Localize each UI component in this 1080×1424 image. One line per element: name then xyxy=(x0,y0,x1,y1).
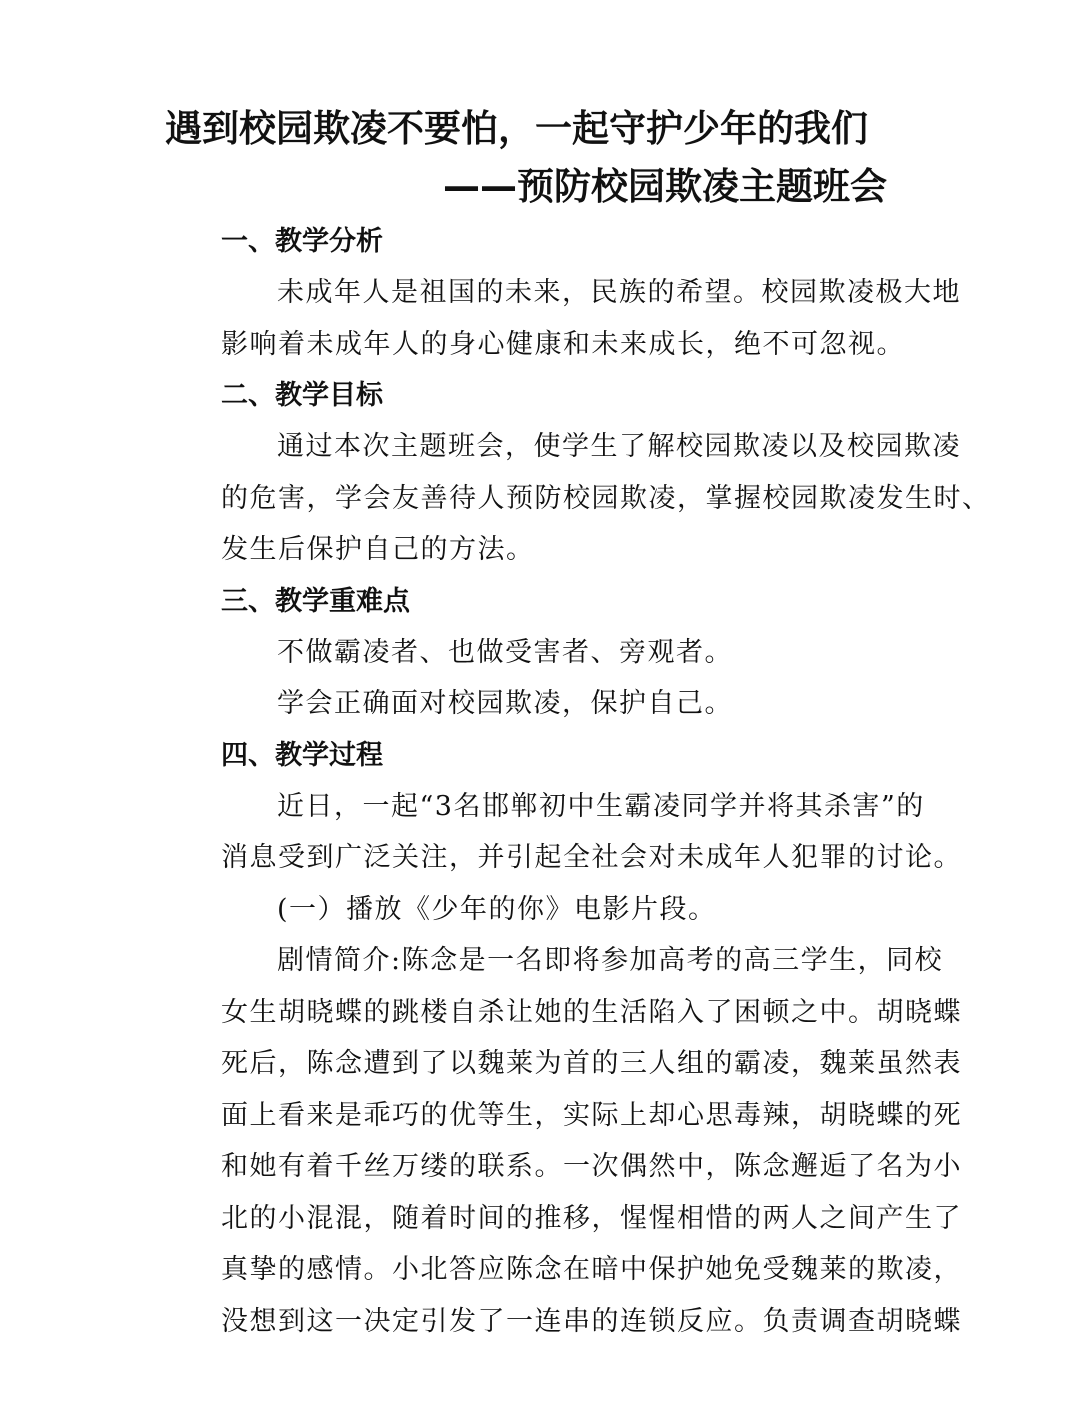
paragraph-goals xyxy=(165,421,991,576)
text-line: 没想到这一决定引发了一连串的连锁反应。负责调查胡晓蝶 xyxy=(221,1305,962,1337)
text-line: 消息受到广泛关注，并引起全社会对未成年人犯罪的讨论。 xyxy=(221,842,962,873)
text-line: 近日，一起“3名邯郸初中生霸凌同学并将其杀害”的 xyxy=(277,790,925,822)
text-line: (一）播放《少年的你》电影片段。 xyxy=(277,893,717,925)
text-line: 影响着未成年人的身心健康和未来成长，绝不可忽视。 xyxy=(221,328,905,360)
document-title xyxy=(165,100,917,216)
text-line: 未成年人是祖国的未来，民族的希望。校园欺凌极大地 xyxy=(277,277,961,308)
document-page xyxy=(165,100,991,1347)
paragraph-subsection-1 xyxy=(165,884,917,936)
text-line: 女生胡晓蝶的跳楼自杀让她的生活陷入了困顿之中。胡晓蝶 xyxy=(221,996,962,1028)
section-heading-analysis: 一、教学分析 xyxy=(221,226,383,257)
paragraph-process-intro xyxy=(165,781,962,884)
section-heading-goals: 二、教学目标 xyxy=(221,380,383,411)
section-heading-process: 四、教学过程 xyxy=(221,739,383,771)
title-main: 遇到校园欺凌不要怕，一起守护少年的我们 xyxy=(165,107,868,150)
paragraph-key-point-2 xyxy=(165,678,917,730)
paragraph-analysis xyxy=(165,267,961,370)
text-line: 面上看来是乖巧的优等生，实际上却心思毒辣，胡晓蝶的死 xyxy=(221,1099,962,1131)
section-heading-key-points: 三、教学重难点 xyxy=(221,585,410,617)
paragraph-key-point-1 xyxy=(165,627,917,679)
text-line: 北的小混混，随着时间的推移，惺惺相惜的两人之间产生了 xyxy=(221,1202,962,1234)
text-line: 剧情简介:陈念是一名即将参加高考的高三学生，同校 xyxy=(277,945,944,976)
text-line: 的危害，学会友善待人预防校园欺凌，掌握校园欺凌发生时、 xyxy=(221,482,991,514)
text-line: 死后，陈念遭到了以魏莱为首的三人组的霸凌，魏莱虽然表 xyxy=(221,1048,962,1079)
title-subtitle: ——预防校园欺凌主题班会 xyxy=(443,165,887,208)
text-line: 学会正确面对校园欺凌，保护自己。 xyxy=(277,688,733,719)
text-line: 通过本次主题班会，使学生了解校园欺凌以及校园欺凌 xyxy=(277,431,961,462)
text-line: 和她有着千丝万缕的联系。一次偶然中，陈念邂逅了名为小 xyxy=(221,1151,962,1182)
paragraph-plot-summary xyxy=(165,935,962,1347)
text-line: 发生后保护自己的方法。 xyxy=(221,534,535,565)
text-line: 不做霸凌者、也做受害者、旁观者。 xyxy=(277,636,733,668)
text-line: 真挚的感情。小北答应陈念在暗中保护她免受魏莱的欺凌， xyxy=(221,1254,962,1285)
